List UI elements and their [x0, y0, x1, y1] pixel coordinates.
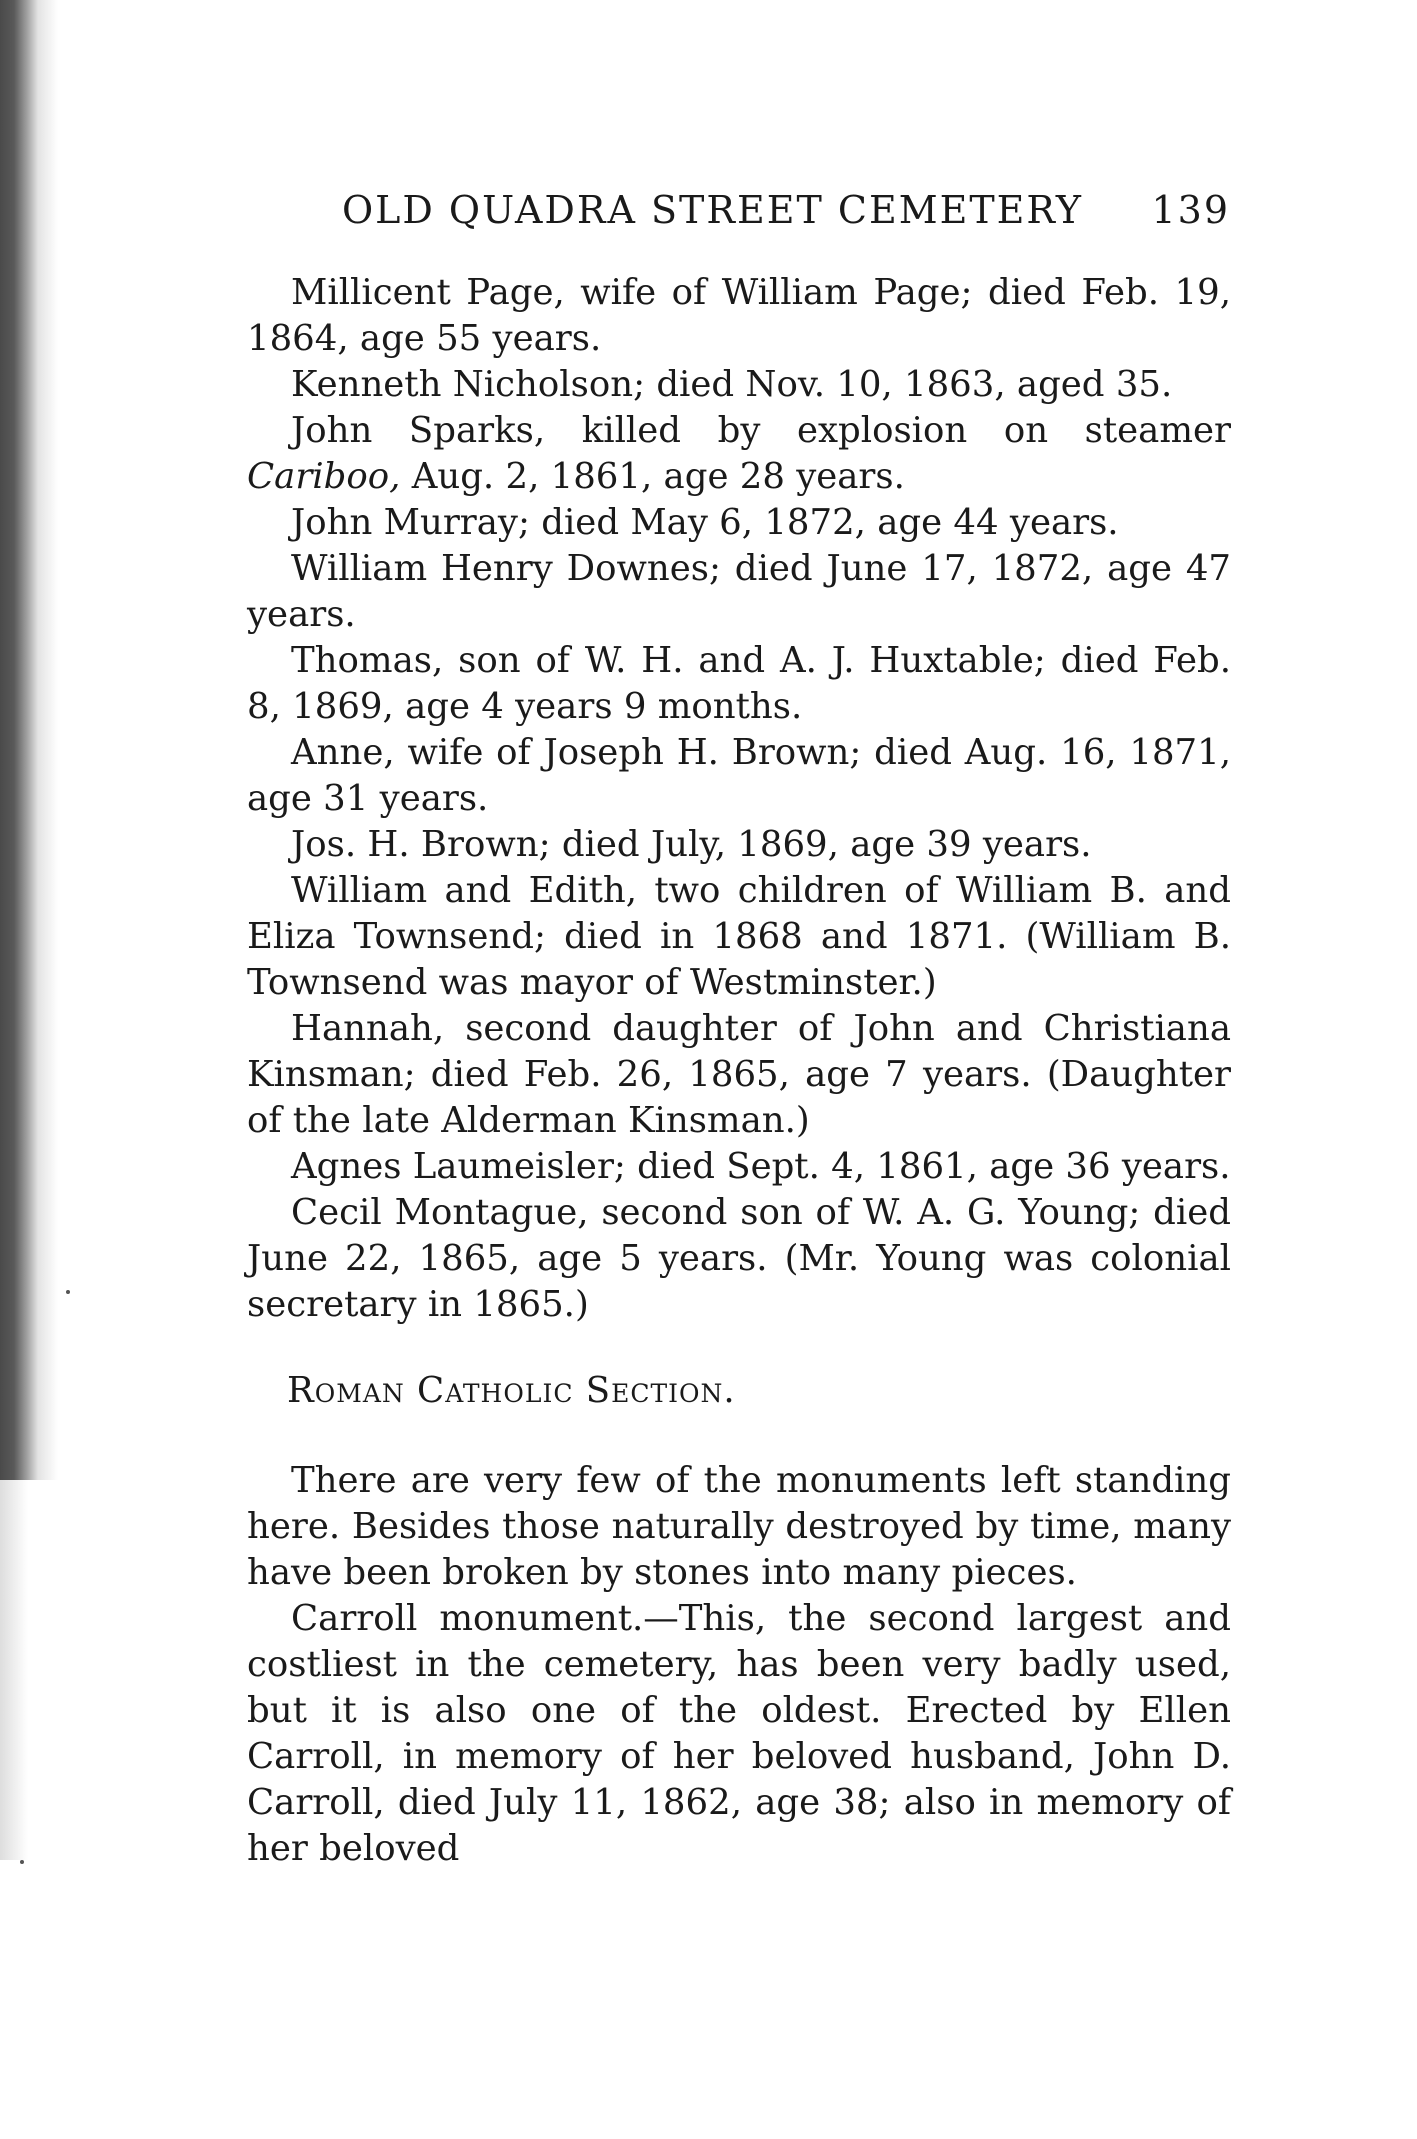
entry-hannah-kinsman: Hannah, second daughter of John and Christiana Kinsman; died Feb. 26, 1865, age 7 years. (Daughter of the late Alderman Kinsman.)	[247, 1008, 1231, 1141]
entry-john-sparks	[247, 408, 1231, 500]
entry-anne-brown: Anne, wife of Joseph H. Brown; died Aug. 16, 1871, age 31 years.	[247, 732, 1231, 819]
paragraph-intro: There are very few of the monuments left standing here. Besides those naturally destroyed by time, many have been broken by stones into many pieces.	[247, 1460, 1231, 1593]
running-header	[342, 188, 1230, 238]
paragraph-carroll-monument: Carroll monument.—This, the second largest and costliest in the cemetery, has been very badly used, but it is also one of the oldest. Erected by Ellen Carroll, in memory of her beloved husband, John D. Carroll, died July 11, 1862, age 38; also in memory of her beloved	[247, 1598, 1231, 1869]
entry-text: Aug. 2, 1861, age 28 years.	[400, 456, 905, 497]
page-body	[247, 270, 1231, 1872]
page-number: 139	[1151, 188, 1230, 232]
running-title: OLD QUADRA STREET CEMETERY	[342, 188, 1083, 232]
entry-jos-brown: Jos. H. Brown; died July, 1869, age 39 years.	[291, 824, 1092, 865]
scan-speck	[20, 1860, 24, 1864]
entry-thomas-huxtable: Thomas, son of W. H. and A. J. Huxtable; died Feb. 8, 1869, age 4 years 9 months.	[247, 640, 1231, 727]
entry-text: John Sparks, killed by explosion on steamer	[291, 410, 1231, 451]
section-heading: Roman Catholic Section.	[287, 1370, 736, 1411]
scan-binding-shadow	[0, 1480, 28, 1860]
entry-john-murray: John Murray; died May 6, 1872, age 44 years.	[291, 502, 1119, 543]
entry-cecil-montague: Cecil Montague, second son of W. A. G. Young; died June 22, 1865, age 5 years. (Mr. Young was colonial secretary in 1865.)	[247, 1192, 1231, 1325]
entry-william-henry-downes: William Henry Downes; died June 17, 1872, age 47 years.	[247, 548, 1231, 635]
scan-binding-edge	[0, 0, 58, 1480]
entry-agnes-laumeisler: Agnes Laumeisler; died Sept. 4, 1861, age 36 years.	[291, 1146, 1231, 1187]
ship-name: Cariboo,	[247, 456, 401, 497]
scan-speck	[66, 1290, 70, 1294]
entry-millicent-page: Millicent Page, wife of William Page; died Feb. 19, 1864, age 55 years.	[247, 272, 1231, 359]
entry-townsend-children: William and Edith, two children of William B. and Eliza Townsend; died in 1868 and 1871. (William B. Townsend was mayor of Westminster.)	[247, 870, 1231, 1003]
entry-kenneth-nicholson: Kenneth Nicholson; died Nov. 10, 1863, aged 35.	[291, 364, 1173, 405]
